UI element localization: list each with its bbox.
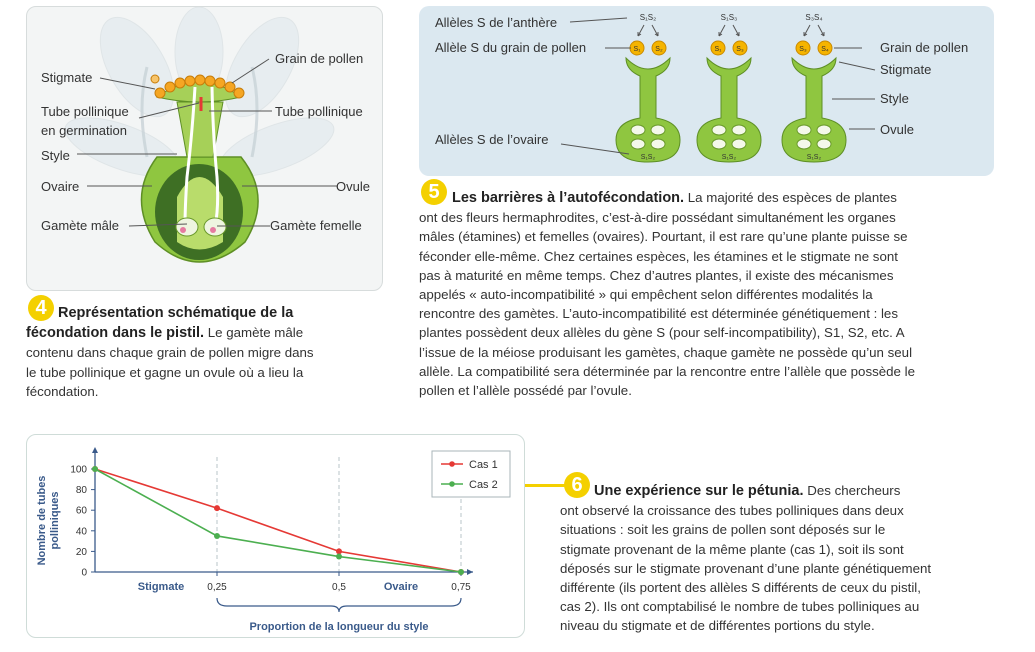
label-ovule-right: Ovule (880, 122, 914, 137)
pistil-illustration (27, 7, 384, 292)
ovule-2-4 (732, 139, 746, 149)
doc6-text (560, 481, 1000, 636)
pollen-allele-2-2: S₃ (736, 46, 744, 53)
doc6-number-badge: 6 (564, 472, 590, 498)
chart-connector (525, 484, 565, 487)
doc4-title-1: Représentation schématique de la (58, 305, 294, 321)
ovule-2-3 (712, 139, 726, 149)
doc6-line-6: cas 2). Ils ont comptabilisé le nombre de tubes polliniques au (560, 599, 920, 615)
doc5-line-3: féconder elle-même. Chez certaines espèces, les étamines et le stigmate ne sont (419, 248, 898, 264)
chart-legend (432, 451, 510, 497)
arrow-left-2 (719, 25, 725, 36)
doc5-line-2: mâles (étamines) et femelles (ovaires). Pourtant, il est rare qu’une plante puisse se (419, 229, 908, 245)
arrow-right-1 (652, 25, 658, 36)
x-tick-label-1: 0,5 (332, 582, 346, 593)
series-1-point-3 (336, 548, 342, 554)
doc5-line-1: ont des fleurs hermaphrodites, c’est-à-dire possédant simultanément les organes (419, 210, 896, 226)
doc6-line-1: ont observé la croissance des tubes polliniques dans deux (560, 503, 904, 519)
label-alleles-ovaire: Allèles S de l’ovaire (435, 132, 549, 147)
ovule-3-2 (817, 125, 831, 135)
doc4-number-badge: 4 (28, 295, 54, 321)
doc4-body-1: Le gamète mâle (204, 325, 304, 341)
doc5-title: Les barrières à l’autofécondation. (452, 190, 685, 206)
label-gamete-male: Gamète mâle (41, 218, 120, 233)
label-ovaire: Ovaire (41, 179, 80, 194)
label-allele-grain: Allèle S du grain de pollen (435, 40, 587, 55)
y-tick-label-4: 80 (75, 485, 87, 497)
label-stigmate: Stigmate (41, 70, 93, 85)
pistil-1 (616, 13, 680, 162)
doc6-line-5: différente (ils portent des allèles S différents de ceux du pistil, (560, 580, 921, 596)
region-label-stigmate: Stigmate (137, 581, 185, 593)
doc5-line-9: allèle. La compatibilité sera déterminée par la rencontre entre l’allèle que possède le (419, 363, 915, 379)
doc6-line-0: Des chercheurs (803, 483, 901, 498)
label-ovule: Ovule (336, 179, 370, 194)
label-alleles-anthere: Allèles S de l’anthère (435, 15, 558, 30)
arrow-left-3 (804, 25, 810, 36)
ovule-3-3 (797, 139, 811, 149)
ovary-alleles-3: S₁S₂ (806, 154, 822, 161)
pollen-allele-3-2: S₄ (821, 46, 829, 53)
doc5-number-badge: 5 (421, 179, 447, 205)
doc5-line-7: plantes possèdent deux allèles du gène S (pour self-incompatibility), S1, S2, etc. A (419, 325, 905, 341)
pistil-body-1 (616, 58, 680, 162)
x-axis-title: Proportion de la longueur du style (249, 621, 429, 633)
ovary-alleles-1: S₁S₂ (640, 154, 656, 161)
pistil-2 (697, 13, 761, 162)
arrow-left-1 (638, 25, 644, 36)
doc6-title: Une expérience sur le pétunia. (594, 483, 804, 499)
doc4-body-3: le tube pollinique et gagne un ovule où a lieu la (26, 364, 304, 380)
doc5-line-10: pollen et l’allèle possédé par l’ovule. (419, 383, 632, 399)
series-2-point-4 (458, 569, 464, 575)
ovule-3-1 (797, 125, 811, 135)
x-axis-arrow (467, 569, 473, 575)
pollen-allele-2-1: S₁ (714, 46, 722, 53)
legend-marker-1 (449, 461, 455, 467)
style-brace (217, 598, 461, 612)
legend-marker-2 (449, 481, 455, 487)
ovule-2-1 (712, 125, 726, 135)
arrow-right-3 (818, 25, 824, 36)
ovule-3-4 (817, 139, 831, 149)
label-style: Style (41, 148, 70, 163)
arrow-right-2 (733, 25, 739, 36)
label-grain-pollen: Grain de pollen (275, 51, 364, 66)
series-line-2 (95, 469, 461, 572)
doc5-line-0: La majorité des espèces de plantes (684, 190, 897, 205)
anther-alleles-1: S₁S₂ (639, 13, 657, 22)
x-tick-label-2: 0,75 (451, 582, 471, 593)
doc4-caption (26, 303, 376, 401)
ovule-1-1 (631, 125, 645, 135)
doc5-text (419, 188, 1009, 400)
series-2-point-3 (336, 554, 342, 560)
y-axis-arrow (92, 447, 98, 453)
y-tick-label-5: 100 (70, 464, 87, 476)
y-tick-label-0: 0 (81, 567, 87, 579)
doc6-line-4: déposés sur le stigmate provenant d’une plante génétiquement (560, 560, 932, 576)
legend-label-2: Cas 2 (469, 479, 498, 491)
label-tube-germination-2: en germination (41, 123, 127, 138)
ovule-1-2 (651, 125, 665, 135)
label-tube-germination-1: Tube pollinique (41, 104, 129, 119)
ovary-alleles-2: S₁S₂ (721, 154, 737, 161)
legend-label-1: Cas 1 (469, 459, 498, 471)
label-tube-pollinique: Tube pollinique (275, 104, 363, 119)
pistil-body-2 (697, 58, 761, 162)
y-tick-label-1: 20 (75, 546, 87, 558)
pistil-3 (782, 13, 846, 162)
doc4-title-2: fécondation dans le pistil. (26, 325, 205, 342)
ovule-1-3 (631, 139, 645, 149)
y-tick-label-2: 40 (75, 526, 87, 538)
label-gamete-femelle: Gamète femelle (270, 218, 362, 233)
pollen-tube-chart (27, 435, 526, 639)
doc6-line-3: stigmate provenant de la même plante (cas 1), soit ils sont (560, 541, 904, 557)
pollen-allele-3-1: S₃ (799, 46, 807, 53)
doc6-line-7: niveau du stigmate et de différentes portions du style. (560, 618, 875, 634)
y-axis-title-2: polliniques (49, 491, 61, 550)
doc4-body-4: fécondation. (26, 383, 99, 399)
series-2-point-1 (92, 466, 98, 472)
anther-alleles-3: S₃S₄ (805, 13, 823, 22)
doc5-line-6: rencontre des gamètes. L’auto-incompatibilité est déterminée génétiquement : les (419, 306, 898, 322)
label-stigmate-right: Stigmate (880, 62, 932, 77)
pistil-body-3 (782, 58, 846, 162)
doc6-line-2: situations : soit les grains de pollen sont déposés sur le (560, 522, 886, 538)
y-tick-label-3: 60 (75, 505, 87, 517)
pollen-allele-1-1: S₁ (633, 46, 641, 53)
doc5-line-5: appelés « auto-incompatibilité » qui empêchent selon différentes modalités la (419, 287, 873, 303)
region-label-ovaire: Ovaire (383, 581, 419, 593)
chart-panel (26, 434, 525, 638)
series-2-point-2 (214, 533, 220, 539)
anther-alleles-2: S₁S₃ (720, 13, 738, 22)
series-1-point-2 (214, 505, 220, 511)
series-line-1 (95, 469, 461, 572)
pistil-diagram-panel (26, 6, 383, 291)
doc5-line-4: pas à maturité en même temps. Chez d’autres plantes, il existe des mécanismes (419, 267, 894, 283)
ovule-1-4 (651, 139, 665, 149)
y-axis-title-1: Nombre de tubes (36, 475, 48, 566)
label-grain-pollen-right: Grain de pollen (880, 40, 969, 55)
doc4-body-2: contenu dans chaque grain de pollen migre dans (26, 345, 314, 361)
x-tick-label-0: 0,25 (207, 582, 227, 593)
ovule-2-2 (732, 125, 746, 135)
pollen-allele-1-2: S₂ (655, 46, 663, 53)
label-style-right: Style (880, 91, 909, 106)
self-incompatibility-panel (419, 6, 994, 176)
doc5-line-8: l’issue de la méiose produisant les gamètes, chaque gamète ne possède qu’un seul (419, 344, 913, 360)
